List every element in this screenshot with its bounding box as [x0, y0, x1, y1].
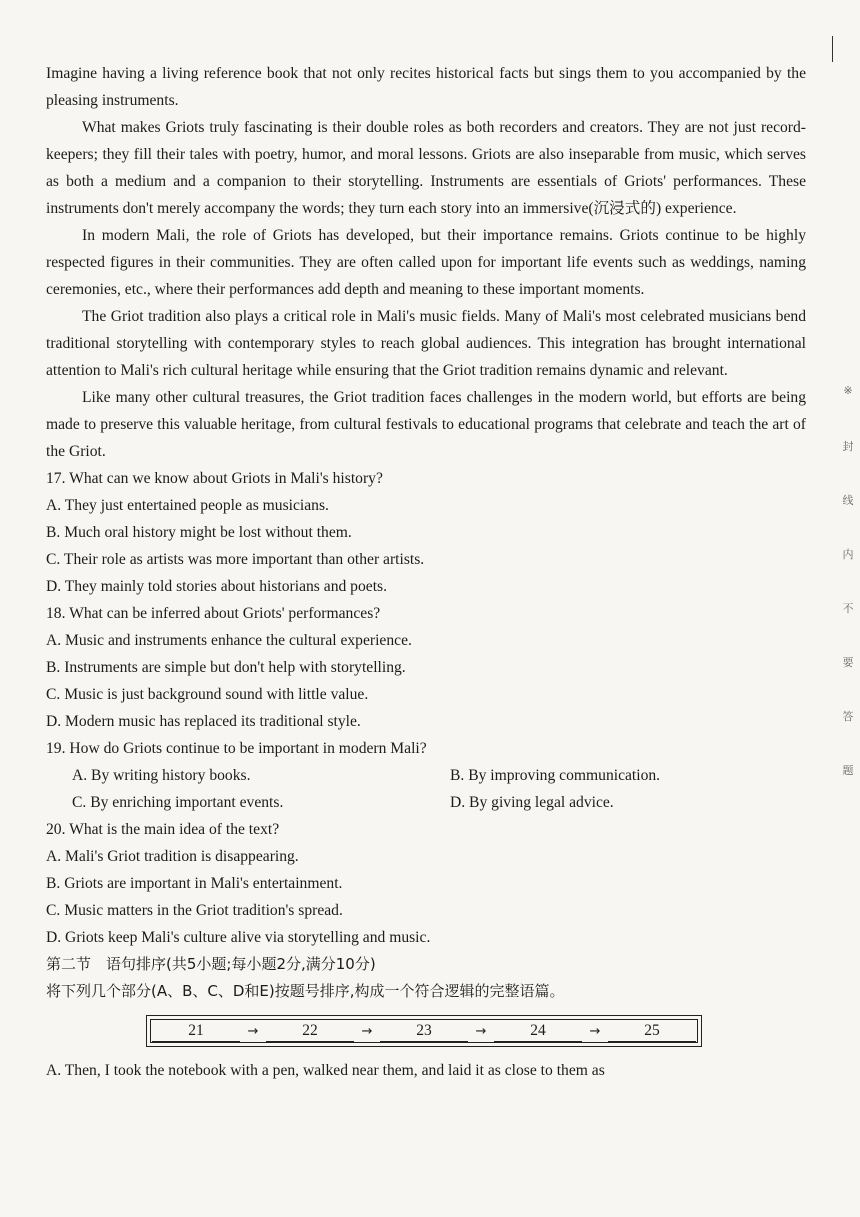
section-heading: 第二节 语句排序(共5小题;每小题2分,满分10分) [46, 955, 376, 973]
answer-option[interactable]: C. Music is just background sound with little value. [46, 686, 369, 703]
answer-option[interactable]: B. Much oral history might be lost without them. [46, 524, 352, 541]
question-stem: 17. What can we know about Griots in Mali's history? [46, 470, 383, 487]
margin-mark: 不 [842, 602, 854, 615]
passage-paragraph-2: What makes Griots truly fascinating is their double roles as both recorders and creators. They are not just record-keepers; they fill their tales with poetry, humor, and moral lessons. Griots are also inseparable from music, which serves as both a medium and a companion to their storytelling. Instruments are essentials of Griots' performances. These instruments don't merely accompany the words; they turn each story into an immersive(沉浸式的) experience. [46, 119, 806, 217]
arrow-right-icon: → [361, 1023, 373, 1039]
margin-mark: 答 [842, 710, 854, 723]
answer-option[interactable]: A. By writing history books. [72, 767, 251, 784]
margin-mark: 要 [842, 656, 854, 669]
answer-option[interactable]: D. They mainly told stories about historians and poets. [46, 578, 387, 595]
sequence-blank[interactable]: 22 [266, 1021, 354, 1042]
arrow-right-icon: → [247, 1023, 259, 1039]
answer-option[interactable]: D. Griots keep Mali's culture alive via storytelling and music. [46, 929, 431, 946]
arrow-right-icon: → [475, 1023, 487, 1039]
part-a-text: A. Then, I took the notebook with a pen, walked near them, and laid it as close to them as [46, 1062, 605, 1079]
arrow-right-icon: → [589, 1023, 601, 1039]
margin-mark: 内 [842, 548, 854, 561]
answer-option[interactable]: C. Music matters in the Griot tradition's spread. [46, 902, 343, 919]
question-stem: 20. What is the main idea of the text? [46, 821, 280, 838]
sequence-blank[interactable]: 24 [494, 1021, 582, 1042]
answer-option[interactable]: C. By enriching important events. [72, 794, 284, 811]
passage-paragraph-3: In modern Mali, the role of Griots has developed, but their importance remains. Griots continue to be highly respected figures in their communities. They are often called upon for important life events such as weddings, naming ceremonies, etc., where their performances add depth and meaning to these important moments. [46, 227, 806, 298]
margin-mark: 题 [842, 764, 854, 777]
option-row [72, 762, 806, 789]
answer-option[interactable]: C. Their role as artists was more important than other artists. [46, 551, 425, 568]
question-18 [46, 600, 806, 735]
question-17 [46, 465, 806, 600]
sequence-blank[interactable]: 21 [152, 1021, 240, 1042]
margin-mark: 线 [842, 494, 854, 507]
passage-paragraph-4: The Griot tradition also plays a critical role in Mali's music fields. Many of Mali's most celebrated musicians bend traditional storytelling with contemporary styles to reach global audiences. This integration has brought international attention to Mali's rich cultural heritage while ensuring that the Griot tradition remains dynamic and relevant. [46, 308, 806, 379]
answer-option[interactable]: A. Mali's Griot tradition is disappearing. [46, 848, 299, 865]
question-19 [46, 735, 806, 816]
option-row [72, 789, 806, 816]
exam-content [46, 60, 806, 1084]
answer-option[interactable]: B. Griots are important in Mali's entertainment. [46, 875, 343, 892]
answer-option[interactable]: B. By improving communication. [450, 767, 661, 784]
sequence-answer-box [146, 1015, 702, 1047]
question-stem: 19. How do Griots continue to be important in modern Mali? [46, 740, 427, 757]
answer-option[interactable]: D. Modern music has replaced its traditional style. [46, 713, 361, 730]
margin-mark: ※ [843, 384, 853, 397]
passage-paragraph-5: Like many other cultural treasures, the Griot tradition faces challenges in the modern world, but efforts are being made to preserve this valuable heritage, from cultural festivals to educational programs that celebrate and teach the art of the Griot. [46, 389, 806, 460]
answer-option[interactable]: B. Instruments are simple but don't help with storytelling. [46, 659, 406, 676]
sequence-blank[interactable]: 23 [380, 1021, 468, 1042]
question-stem: 18. What can be inferred about Griots' performances? [46, 605, 381, 622]
answer-option[interactable]: A. Music and instruments enhance the cultural experience. [46, 632, 412, 649]
binding-line [832, 36, 833, 62]
answer-option[interactable]: A. They just entertained people as musicians. [46, 497, 329, 514]
margin-mark: 封 [842, 440, 854, 453]
answer-option[interactable]: D. By giving legal advice. [450, 794, 614, 811]
section-instruction: 将下列几个部分(A、B、C、D和E)按题号排序,构成一个符合逻辑的完整语篇。 [46, 982, 565, 1000]
sequence-blank[interactable]: 25 [608, 1021, 696, 1042]
binding-margin-marks [838, 384, 858, 816]
passage-paragraph-1: Imagine having a living reference book that not only recites historical facts but sings them to you accompanied by the pleasing instruments. [46, 65, 806, 109]
question-20 [46, 816, 806, 951]
